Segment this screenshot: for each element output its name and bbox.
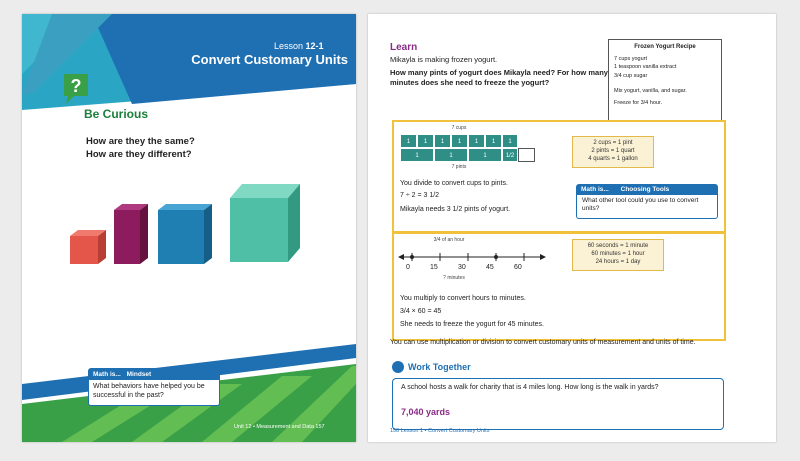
prism-purple (114, 204, 148, 264)
mindset-text: What behaviors have helped you be successful in the past? (93, 383, 205, 399)
recipe-line: Freeze for 3/4 hour. (614, 100, 662, 106)
intro-text: Mikayla is making frozen yogurt. (390, 55, 498, 64)
lesson-prefix: Lesson (274, 41, 304, 51)
question-line-1: How are they the same? (86, 136, 195, 147)
bar-cell: 1 (417, 134, 434, 148)
page-title: Convert Customary Units (191, 52, 348, 67)
cups-conversion-table (572, 136, 654, 168)
recipe-card (608, 39, 722, 121)
multiply-equation: 3/4 × 60 = 45 (400, 308, 442, 315)
mindset-header (89, 369, 219, 380)
conversion-line: 24 hours = 1 day (595, 259, 641, 265)
bar-cell: 1/2 (502, 148, 518, 162)
prism-red (70, 230, 106, 264)
number-line-bottom-label: ? minutes (443, 275, 465, 281)
left-page (22, 14, 356, 442)
tool-text: What other tool could you use to convert units? (582, 197, 699, 212)
bar-cell: 1 (502, 134, 518, 148)
bar-cell: 1 (451, 134, 468, 148)
bar-cell: 1 (485, 134, 502, 148)
tool-header (577, 185, 717, 195)
conversion-line: 2 cups = 1 pint (593, 140, 633, 146)
conversion-line: 60 minutes = 1 hour (591, 251, 645, 257)
learn-heading: Learn (390, 42, 418, 53)
question-mark-icon (62, 72, 90, 106)
work-together-box (392, 378, 724, 430)
prism-teal (230, 184, 300, 262)
recipe-line: 7 cups yogurt (614, 56, 648, 62)
hours-to-minutes-panel (392, 231, 726, 341)
tool-header-label: Math is... (581, 186, 609, 193)
number-line (398, 243, 548, 269)
recipe-line: Mix yogurt, vanilla, and sugar. (614, 88, 687, 94)
divide-text: You divide to convert cups to pints. (400, 180, 508, 187)
number-line-top-label: 3/4 of an hour (433, 237, 465, 243)
mindset-header-topic: Mindset (126, 371, 152, 378)
recipe-title: Frozen Yogurt Recipe (634, 44, 696, 50)
mindset-header-label: Math is... (93, 371, 121, 378)
lesson-id: 12-1 (305, 41, 324, 51)
lesson-number (274, 41, 324, 51)
bar-bottom-label: 7 pints (451, 164, 467, 170)
bar-empty-cell (518, 148, 535, 162)
divide-equation: 7 ÷ 2 = 3 1/2 (400, 192, 440, 199)
cups-bar (400, 134, 518, 148)
choosing-tools-box (576, 184, 718, 219)
divide-result: Mikayla needs 3 1/2 pints of yogurt. (400, 206, 511, 213)
bar-cell: 1 (400, 134, 417, 148)
right-page (368, 14, 776, 442)
summary-text: You can use multiplication or division to convert customary units of measurement and units of time. (390, 339, 696, 346)
bar-top-label: 7 cups (451, 125, 467, 131)
curious-question (86, 135, 195, 161)
time-conversion-table (572, 239, 664, 271)
tool-header-topic: Choosing Tools (620, 186, 670, 193)
work-together-problem: A school hosts a walk for charity that is 4 miles long. How long is the walk in yards? (401, 384, 659, 391)
tick-label: 45 (486, 264, 494, 271)
work-together-heading: Work Together (408, 362, 471, 372)
problem-question: How many pints of yogurt does Mikayla need? For how many minutes does she need to freeze the yogurt? (390, 68, 608, 87)
bar-cell: 1 (434, 134, 451, 148)
tick-label: 0 (406, 264, 410, 271)
pints-bar (400, 148, 536, 162)
question-line-2: How are they different? (86, 149, 192, 160)
conversion-line: 4 quarts = 1 gallon (588, 156, 638, 162)
work-together-answer: 7,040 yards (401, 407, 451, 417)
work-together-icon (392, 361, 404, 373)
svg-text:?: ? (70, 76, 82, 96)
be-curious-heading: Be Curious (84, 107, 149, 121)
tick-label: 60 (514, 264, 522, 271)
conversion-line: 60 seconds = 1 minute (587, 243, 649, 249)
multiply-text: You multiply to convert hours to minutes. (400, 295, 526, 302)
left-footer: Unit 12 • Measurement and Data 157 (234, 424, 325, 430)
prism-blue (158, 204, 212, 264)
tick-label: 30 (458, 264, 466, 271)
bar-cell: 1 (468, 148, 502, 162)
recipe-line: 1 teaspoon vanilla extract (614, 64, 677, 70)
bar-cell: 1 (434, 148, 468, 162)
right-footer: 158 Lesson 1 • Convert Customary Units (390, 428, 490, 434)
tick-label: 15 (430, 264, 438, 271)
conversion-line: 2 pints = 1 quart (591, 148, 635, 154)
recipe-line: 3/4 cup sugar (614, 73, 648, 79)
bar-cell: 1 (468, 134, 485, 148)
bar-cell: 1 (400, 148, 434, 162)
prisms-illustration (22, 174, 356, 284)
multiply-result: She needs to freeze the yogurt for 45 minutes. (400, 321, 544, 328)
mindset-box (88, 368, 220, 406)
